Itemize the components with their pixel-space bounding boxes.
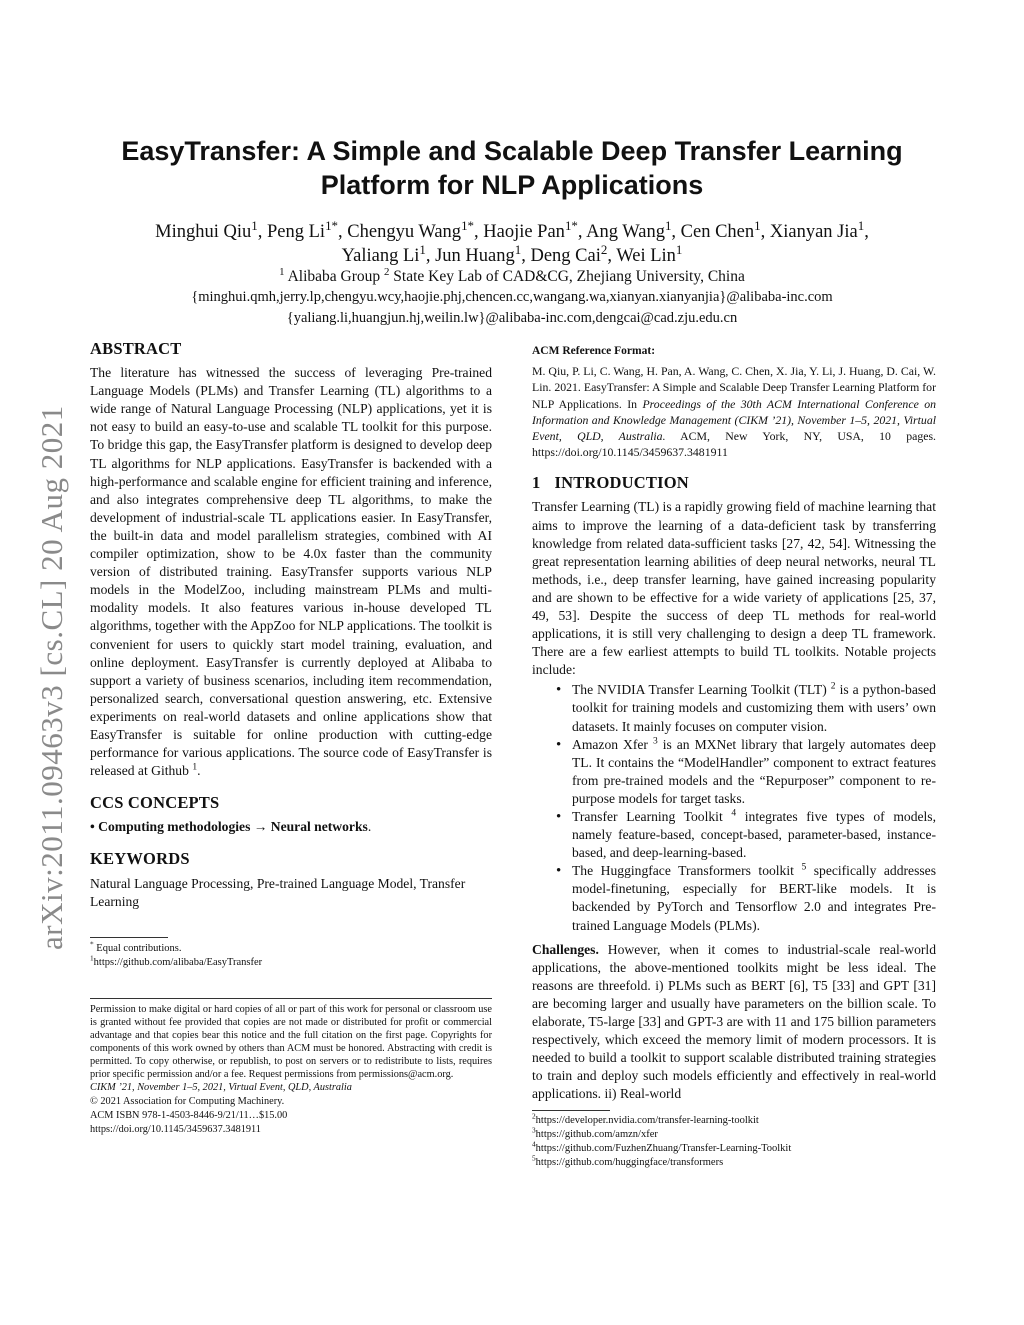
doi-line: https://doi.org/10.1145/3459637.3481911 (90, 1124, 261, 1136)
author: Chengyu Wang$^{1*}$ (347, 217, 474, 242)
conference-venue: CIKM ’21, November 1–5, 2021, Virtual Event, QLD, Australia (90, 1082, 352, 1094)
author: Haojie Pan$^{1*}$ (483, 217, 578, 242)
title-line-1: EasyTransfer: A Simple and Scalable Deep Transfer Learning (121, 136, 903, 166)
affiliations (60, 266, 964, 329)
keywords-text: Natural Language Processing, Pre-trained Language Model, Transfer Learning (90, 875, 466, 909)
author: Yaliang Li$^1$ (341, 241, 426, 266)
copyright-line: © 2021 Association for Computing Machinery. (90, 1096, 285, 1108)
author-emails-1: {minghui.qmh,jerry.lp,chengyu.wcy,haojie.phj,chencen.cc,wangang.wa,xianyan.xianyanjia}@alibaba-inc.com (191, 289, 833, 305)
arxiv-identifier: arXiv:2011.09463v3 [cs.CL] 20 Aug 2021 (34, 405, 69, 950)
author: Wei Lin$^1$ (616, 241, 683, 266)
permission-notice: Permission to make digital or hard copies of all or part of this work for personal or classroom use is granted without fee provided that copies are not made or distributed for profit or commercial advantage and that copies bear this notice and the full citation on the first page. Copyrights for components of this work owned by others than ACM must be honored. Abstracting with credit is permitted. To copy otherwise, or republish, to post on servers or to redistribute to lists, requires prior specific permission and/or a fee. Request permissions from permissions@acm.org. (90, 1003, 492, 1081)
footnote-divider (532, 1110, 610, 1111)
introduction-heading: 1 INTRODUCTION (532, 473, 689, 493)
footnote-mark: 1 (192, 762, 198, 773)
challenges-paragraph: Challenges. However, when it comes to industrial-scale real-world applications, the above-mentioned toolkits might be less ideal. The reasons are threefold. i) PLMs such as BERT [6], T5 [33] and GPT [31] are becoming larger and usually have parameters on the billion scale. To elaborate, T5-large [33] and GPT-3 are with 11 and 175 billion parameters respectively, which exceed the memory limit of modern processors. It is needed to build a toolkit to support scalable distributed training strategies to train and deploy such models efficiently and effectively in real-world applications. ii) Real-world (532, 941, 936, 1102)
author: Minghui Qiu$^1$ (155, 217, 258, 242)
abstract-heading: ABSTRACT (90, 339, 182, 358)
list-item: • The NVIDIA Transfer Learning Toolkit (TLT) $^2$ is a python-based toolkit for training models and customizing them with users’ own datasets. It mainly focuses on computer vision. (572, 681, 936, 735)
author-list: Minghui Qiu$^1$, Peng $Li^{1*}$, Chengyu Wang$^{1*}$, Haojie Pan$^{1*}$, Ang Wang$^1$, Cen Chen$^1$, Xianyan Jia$^1$, Yaliang Li$^1$, Jun Huang$^1$, Deng Cai$^2$, Wei Lin$^1$ (155, 217, 869, 266)
author-emails-2: {yaliang.li,huangjun.hj,weilin.lw}@alibaba-inc.com,dengcai@cad.zju.edu.cn (286, 310, 738, 326)
footnote: $^2$https://developer.nvidia.com/transfer-learning-toolkit (532, 1111, 759, 1126)
footnote: * Equal contributions. (90, 939, 182, 954)
footnote: $^1$https://github.com/alibaba/EasyTransfer (90, 953, 263, 968)
permission-divider (90, 998, 492, 999)
ccs-heading: CCS CONCEPTS (90, 793, 220, 813)
right-column (532, 340, 936, 1170)
author: Jun Huang$^1$ (435, 241, 522, 266)
author: Deng Cai$^2$ (530, 241, 608, 266)
footnote-divider (90, 937, 168, 938)
keywords-heading: KEYWORDS (90, 849, 190, 869)
abstract-text: The literature has witnessed the success of leveraging Pre-trained Language Models (PLMs) and Transfer Learning (TL) algorithms to a wide range of Natural Language Processing (NLP) applications, yet it is not easy to build an easy-to-use and scalable TL toolkit for this purpose. To bridge this gap, the EasyTransfer platform is designed to develop deep TL algorithms for NLP applications. EasyTransfer is backended with a high-performance and scalable engine for efficient training and inference, and also integrates comprehensive deep TL algorithms, to make the development of industrial-scale TL applications easier. In EasyTransfer, the built-in data and model parallelism strategies, combined with AI compiler optimization, show to be 4.0x faster than the community version of distributed training. EasyTransfer supports various NLP models in the ModelZoo, including mainstream PLMs and multi-modality models. It also features various in-house developed TL algorithms, together with the AppZoo for NLP applications. The toolkit is convenient for users to quickly start model training, evaluation, and online deployment. EasyTransfer is currently deployed at Alibaba to support a variety of business scenarios, including item recommendation, personalized search, conversational question answering, etc. Extensive experiments on real-world datasets and online applications show that EasyTransfer is suitable for online production with cutting-edge performance for various applications. The source code of EasyTransfer is released at Github $^1$. (90, 365, 492, 779)
ccs-concept: • Computing methodologies → Neural networks. (90, 819, 372, 835)
author: Ang Wang$^1$ (586, 217, 672, 242)
acm-reference-heading: ACM Reference Format: (532, 345, 656, 357)
left-column (90, 340, 492, 1137)
list-item: • Transfer Learning Toolkit $^4$ integrates five types of models, namely feature-based, concept-based, parameter-based, instance-based, and deep-learning-based. (572, 808, 936, 862)
paper-title (60, 134, 964, 202)
list-item: • Amazon Xfer $^3$ is an MXNet library that largely automates deep TL. It contains the “ModelHandler” component to extract features from pre-trained models and the “Repurposer” component to re-purpose models for target tasks. (572, 736, 936, 808)
acm-reference-text: M. Qiu, P. Li, C. Wang, H. Pan, A. Wang, C. Chen, X. Jia, Y. Li, J. Huang, D. Cai, W. Lin. 2021. EasyTransfer: A Simple and Scalable Deep Transfer Learning Platform for NLP Applications. In Proceedings of the 30th ACM International Conference on Information and Knowledge Management (CIKM ’21), November 1–5, 2021, Virtual Event, QLD, Australia. ACM, New York, NY, USA, 10 pages. https://doi.org/10.1145/3459637.3481911 (532, 364, 936, 460)
footnote: $^4$https://github.com/FuzhenZhuang/Transfer-Learning-Toolkit (532, 1139, 792, 1154)
title-line-2: Platform for NLP Applications (320, 170, 704, 200)
author: Peng $Li^{1*}$ (267, 217, 339, 242)
isbn-line: ACM ISBN 978-1-4503-8446-9/21/11…$15.00 (90, 1110, 288, 1122)
footnote: $^5$https://github.com/huggingface/transformers (532, 1153, 724, 1168)
footnote: $^3$https://github.com/amzn/xfer (532, 1125, 658, 1140)
list-item: • The Huggingface Transformers toolkit $^5$ specifically addresses model-finetuning, especially for BERT-like models. It is backended by PyTorch and Tensorflow 2.0 and integrates Pre-trained Language Models (PLMs). (572, 862, 936, 934)
toolkit-list (532, 681, 936, 934)
author: Xianyan Jia$^1$ (769, 217, 865, 242)
introduction-paragraph: Transfer Learning (TL) is a rapidly growing field of machine learning that aims to improve the learning of a data-deficient task by transferring knowledge from related data-sufficient tasks [27, 42, 54]. Witnessing the great representation learning abilities of deep neural networks, neural TL methods, i.e., deep transfer learning, have gained increasing popularity and are shown to be effective for a wide variety of applications [25, 37, 49, 53]. Despite the success of deep TL methods for real-world applications, it is still very challenging to design a deep TL framework. There are a few earliest attempts to build TL toolkits. Notable projects include: (532, 499, 936, 678)
affiliation-line: $^1$ Alibaba Group $^2$ State Key Lab of CAD&CG, Zhejiang University, China (279, 265, 745, 285)
author: Cen Chen$^1$ (680, 217, 761, 242)
